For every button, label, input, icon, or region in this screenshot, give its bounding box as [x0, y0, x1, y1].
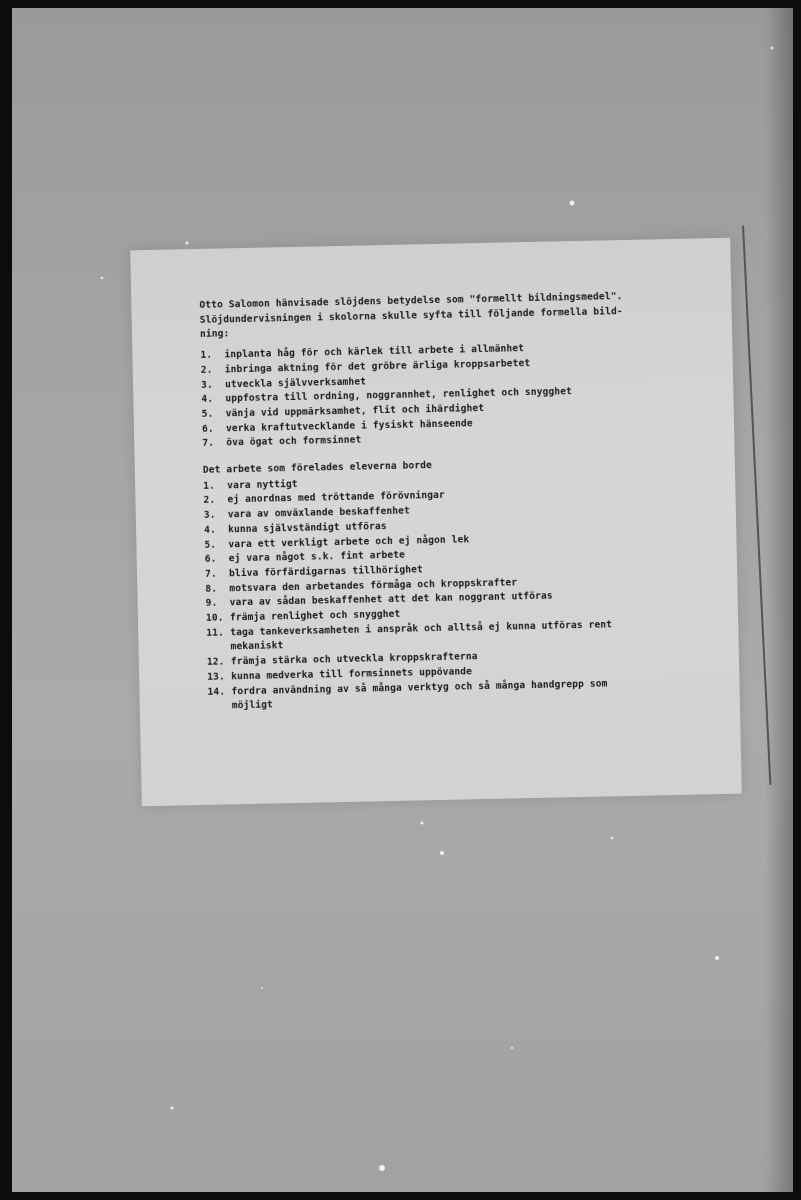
- item-number: 1.: [203, 480, 216, 492]
- item-text: utveckla självverksamhet: [224, 375, 367, 390]
- intro-line: Slöjdundervisningen i skolorna skulle syfta till följande formella bild-: [199, 305, 623, 326]
- item-text: ej anordnas med tröttande förövningar: [227, 490, 445, 506]
- item-text: vara ett verkligt arbete och ej någon lek: [228, 533, 470, 550]
- work-requirements-list: [203, 469, 728, 715]
- item-number: 6.: [201, 423, 214, 435]
- item-text: fordra användning av så många verktyg och så många handgrepp som möjligt: [231, 678, 608, 712]
- item-number: 9.: [205, 597, 218, 610]
- item-number: 1.: [200, 349, 213, 362]
- intro-paragraph: [199, 288, 720, 343]
- item-number: 5.: [204, 539, 217, 551]
- item-number: 2.: [200, 364, 213, 376]
- paper-sheet: [130, 238, 742, 806]
- item-text: kunna medverka till formsinnets uppövande: [231, 666, 473, 683]
- item-number: 5.: [201, 408, 214, 420]
- intro-line: ning:: [199, 328, 230, 341]
- item-number: 3.: [203, 509, 216, 522]
- item-number: 7.: [202, 437, 215, 450]
- item-number: 3.: [200, 379, 213, 391]
- item-text: bliva förfärdigarnas tillhörighet: [228, 564, 424, 580]
- item-number: 10.: [205, 612, 224, 624]
- typed-text: [199, 288, 728, 715]
- item-text: ej vara något s.k. fint arbete: [228, 549, 406, 565]
- item-number: 2.: [203, 495, 216, 507]
- section-heading: Det arbete som förelades eleverna borde: [202, 460, 433, 476]
- item-number: 7.: [204, 568, 217, 580]
- item-text: taga tankeverksamheten i anspråk och alltså ej kunna utföras rent mekaniskt: [230, 619, 613, 653]
- item-number: 6.: [204, 553, 217, 566]
- item-number: 11.: [206, 627, 225, 639]
- item-text: främja renlighet och snygghet: [229, 608, 401, 624]
- item-text: vara av sådan beskaffenhet att det kan noggrant utföras: [229, 590, 553, 609]
- item-text: öva ögat och formsinnet: [226, 434, 362, 449]
- item-text: vänja vid uppmärksamhet, flit och ihärdighet: [225, 402, 485, 420]
- item-text: inbringa aktning för det gröbre ärliga kroppsarbetet: [224, 357, 531, 376]
- item-text: verka kraftutvecklande i fysiskt hänseende: [225, 417, 473, 435]
- item-number: 14.: [207, 686, 226, 698]
- item-number: 8.: [205, 583, 218, 595]
- item-number: 13.: [207, 671, 225, 683]
- formal-education-list: [200, 338, 722, 452]
- item-number: 12.: [206, 656, 225, 668]
- item-text: uppfostra till ordning, noggrannhet, renlighet och snygghet: [225, 386, 573, 405]
- item-number: 4.: [204, 524, 216, 536]
- item-text: inplanta håg för och kärlek till arbete i allmänhet: [224, 343, 525, 361]
- item-text: vara av omväxlande beskaffenhet: [227, 505, 411, 521]
- item-text: främja stärka och utveckla kroppskrafterna: [230, 651, 478, 668]
- item-text: vara nyttigt: [227, 478, 298, 492]
- intro-line: Otto Salomon hänvisade slöjdens betydelse som "formellt bildningsmedel".: [199, 291, 623, 311]
- item-text: kunna självständigt utföras: [228, 520, 387, 536]
- item-number: 4.: [201, 393, 214, 406]
- item-text: motsvara den arbetandes förmåga och kroppskrafter: [229, 576, 518, 594]
- film-edge-shadow: [765, 8, 793, 1192]
- photo-frame: [12, 8, 793, 1192]
